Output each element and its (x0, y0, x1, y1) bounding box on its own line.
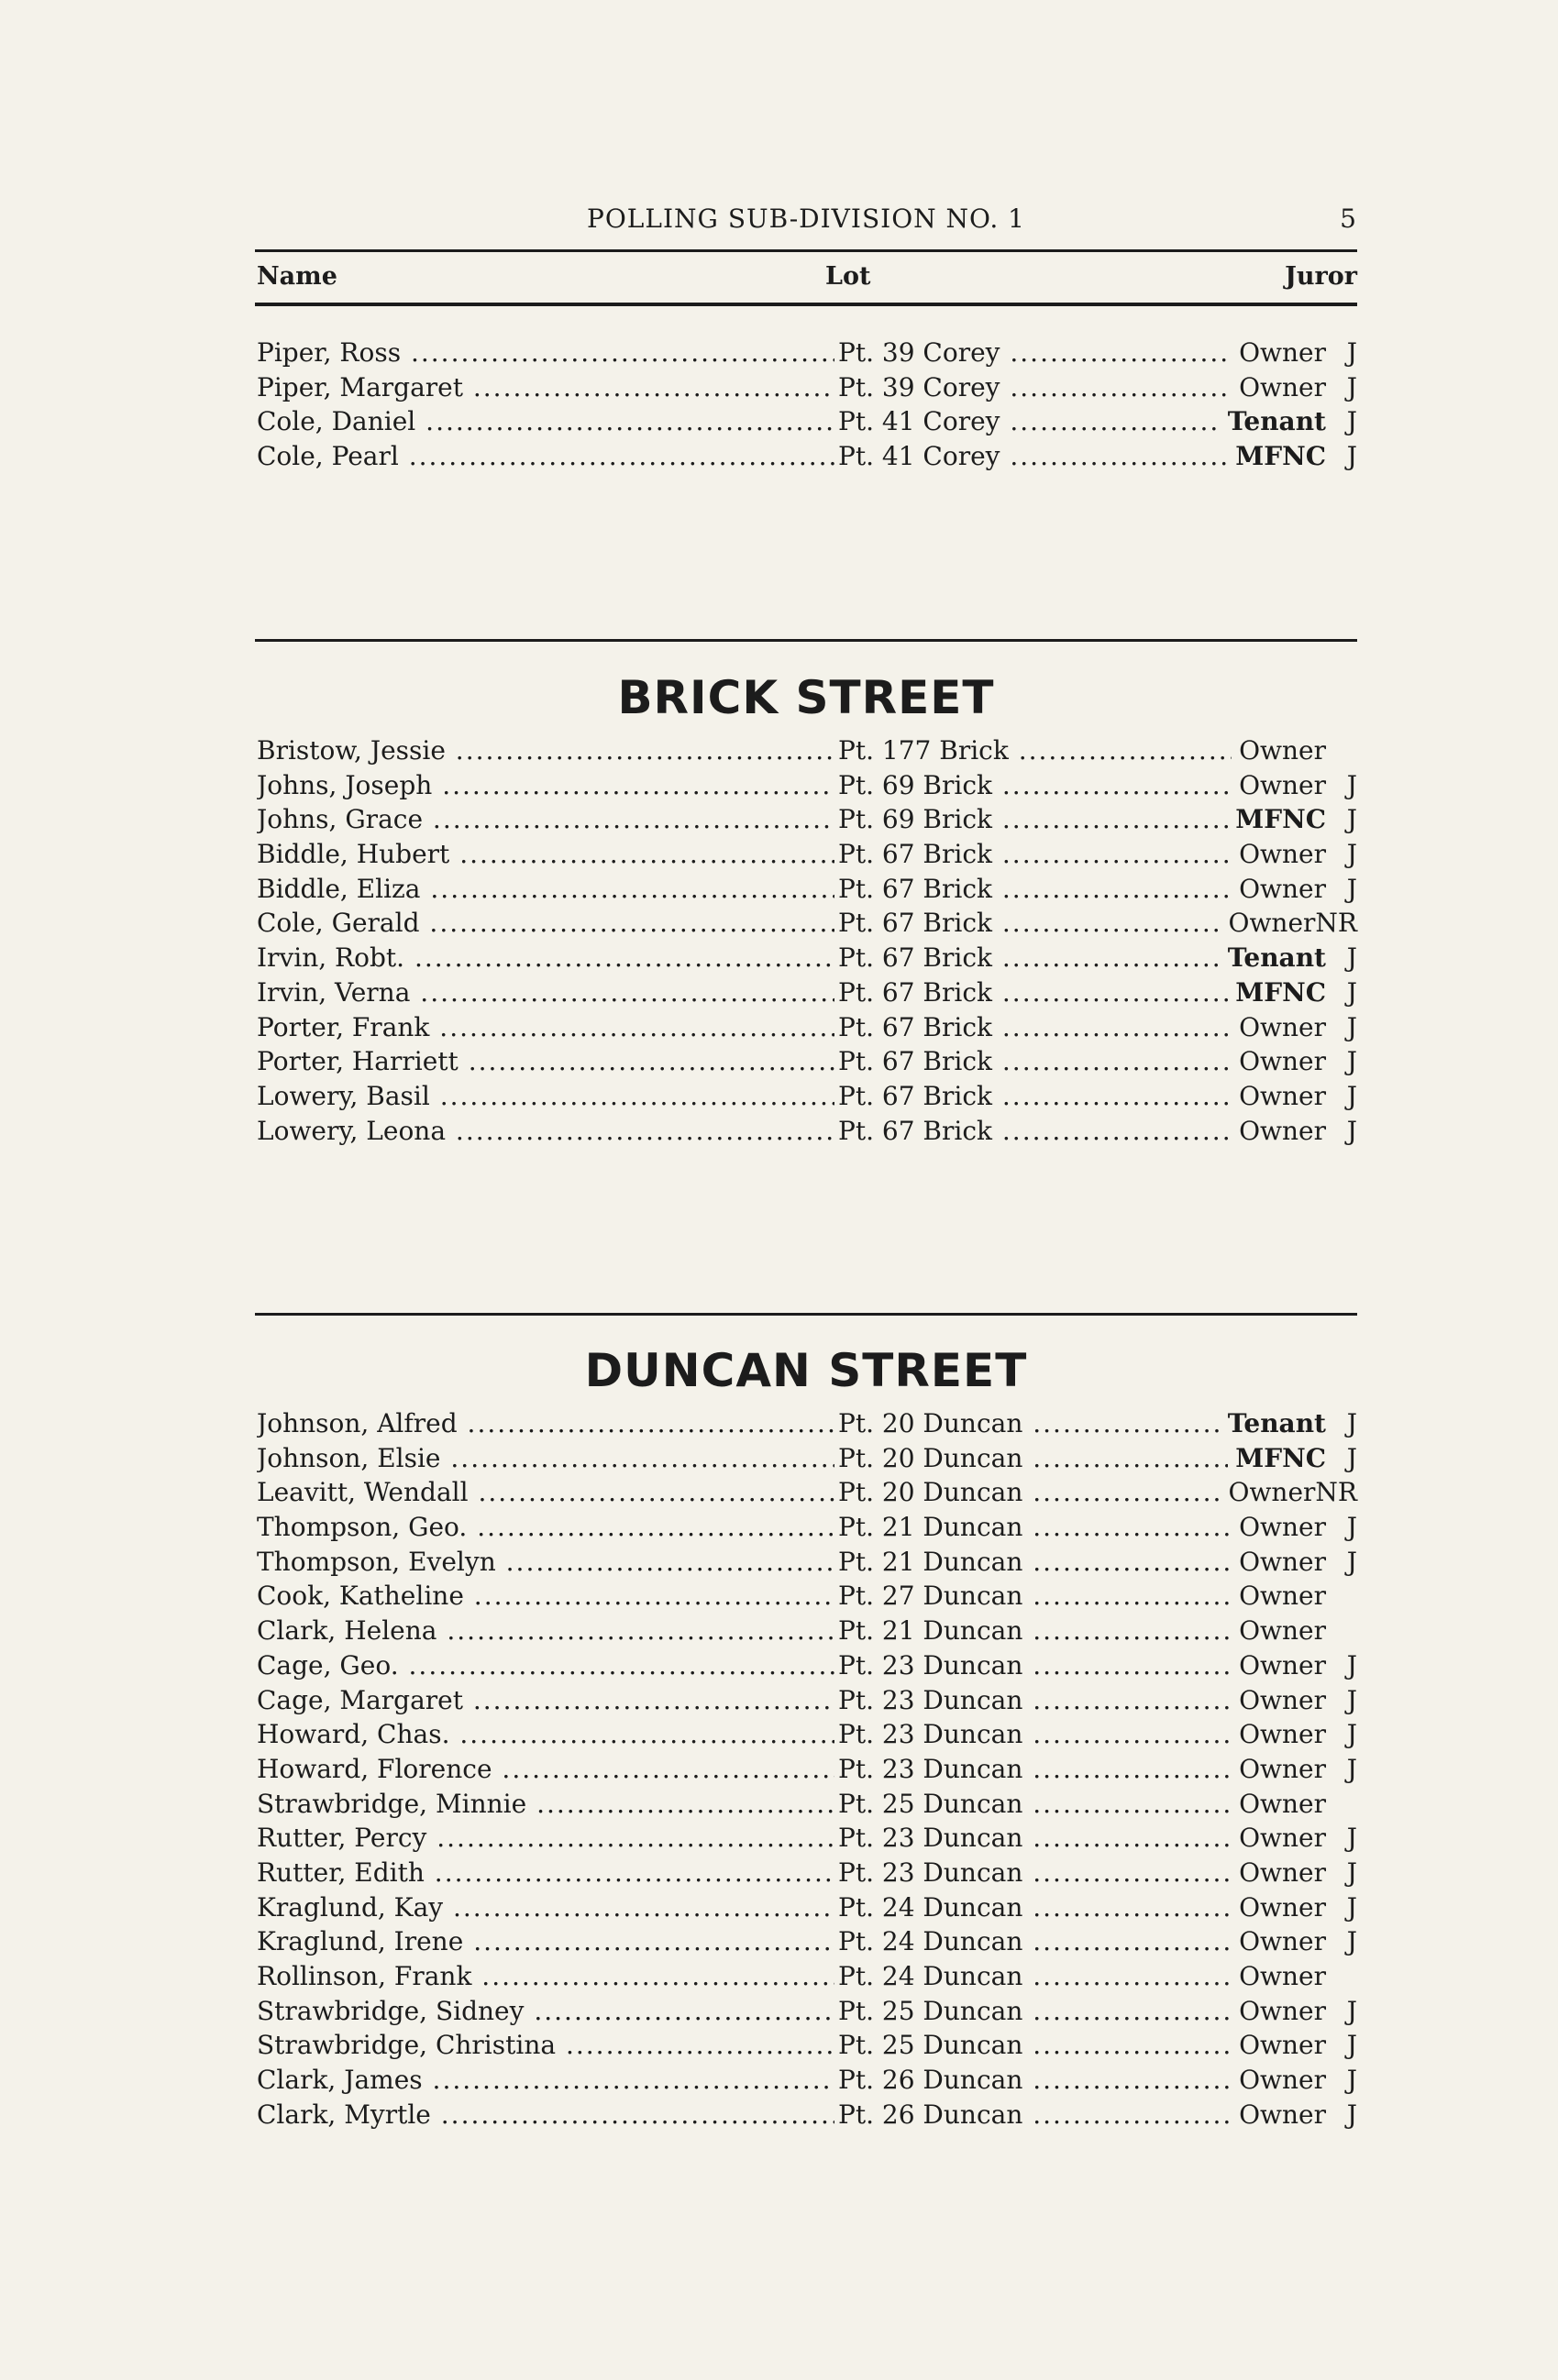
voter-row (255, 1924, 1357, 1959)
juror-mark: J (1346, 371, 1357, 402)
voter-juror (1232, 1579, 1357, 1614)
juror-status: MFNC (1235, 804, 1326, 835)
voter-name: Biddle, Hubert ..... (257, 837, 834, 872)
juror-status: Owner (1239, 839, 1326, 870)
voter-lot: Pt. 24 Duncan ..... (834, 1890, 1246, 1925)
juror-status: Owner (1239, 769, 1326, 800)
juror-mark: J (1346, 1546, 1357, 1577)
juror-status: Owner (1239, 2030, 1326, 2061)
juror-mark: NR (1315, 1477, 1357, 1508)
juror-status: MFNC (1235, 441, 1326, 472)
voter-row (255, 872, 1357, 907)
voter-name: Cage, Margaret ..... (257, 1683, 834, 1718)
voter-juror (1221, 404, 1357, 439)
voter-row (255, 1856, 1357, 1890)
voter-name: Cook, Katheline ..... (257, 1579, 834, 1614)
voter-row (255, 404, 1357, 439)
juror-mark: J (1346, 1753, 1357, 1784)
juror-mark: J (1346, 804, 1357, 835)
voter-juror (1232, 370, 1357, 405)
juror-status: Owner (1239, 1581, 1326, 1612)
voter-name: Johns, Joseph ..... (257, 768, 834, 803)
voter-row (255, 1821, 1357, 1856)
voter-name: Rutter, Edith ..... (257, 1856, 834, 1890)
voter-juror (1232, 1994, 1357, 2029)
voter-juror (1221, 1475, 1357, 1510)
voter-juror (1232, 1787, 1357, 1822)
juror-mark: J (1346, 1719, 1357, 1750)
juror-status: Owner (1228, 908, 1316, 939)
voter-row (255, 2098, 1357, 2132)
voter-lot: Pt. 69 Brick ..... (834, 768, 1246, 803)
voter-row (255, 768, 1357, 803)
juror-status: Owner (1228, 1477, 1316, 1508)
juror-status: Owner (1239, 873, 1326, 904)
voter-lot: Pt. 21 Duncan ..... (834, 1545, 1246, 1580)
voter-row (255, 733, 1357, 768)
voter-juror (1221, 941, 1357, 975)
voter-row (255, 941, 1357, 975)
juror-status: Owner (1239, 1891, 1326, 1923)
voter-lot: Pt. 23 Duncan ..... (834, 1856, 1246, 1890)
juror-mark: NR (1315, 908, 1357, 939)
voter-list (255, 733, 1357, 1148)
column-header-name: Name (257, 262, 337, 291)
section-brick-street (255, 662, 1357, 1148)
voter-juror (1232, 1752, 1357, 1787)
voter-name: Johnson, Alfred ..... (257, 1406, 834, 1441)
voter-row (255, 2028, 1357, 2063)
voter-lot: Pt. 41 Corey ..... (834, 439, 1246, 474)
voter-lot: Pt. 67 Brick ..... (834, 1079, 1246, 1114)
voter-lot: Pt. 24 Duncan ..... (834, 1924, 1246, 1959)
voter-lot: Pt. 67 Brick ..... (834, 1114, 1246, 1149)
voter-lot: Pt. 26 Duncan ..... (834, 2063, 1246, 2098)
voter-lot: Pt. 67 Brick ..... (834, 1044, 1246, 1079)
section-duncan-street (255, 1335, 1357, 2132)
voter-lot: Pt. 21 Duncan ..... (834, 1510, 1246, 1545)
voter-name: Piper, Margaret ..... (257, 370, 834, 405)
juror-status: Owner (1239, 1080, 1326, 1111)
voter-row (255, 1787, 1357, 1822)
voter-name: Kraglund, Irene ..... (257, 1924, 834, 1959)
voter-juror (1232, 1614, 1357, 1648)
juror-mark: J (1346, 441, 1357, 472)
voter-lot: Pt. 20 Duncan ..... (834, 1475, 1246, 1510)
voter-row (255, 906, 1357, 941)
voter-juror (1232, 872, 1357, 907)
juror-mark: J (1346, 942, 1357, 974)
voter-row (255, 336, 1357, 370)
voter-lot: Pt. 27 Duncan ..... (834, 1579, 1246, 1614)
column-header-lot: Lot (825, 262, 871, 291)
voter-name: Howard, Florence ..... (257, 1752, 834, 1787)
voter-juror (1228, 975, 1357, 1010)
voter-row (255, 1510, 1357, 1545)
voter-row (255, 1959, 1357, 1994)
voter-lot: Pt. 20 Duncan ..... (834, 1406, 1246, 1441)
juror-mark: J (1346, 2065, 1357, 2096)
column-headers (255, 262, 1357, 295)
voter-row (255, 439, 1357, 474)
voter-row (255, 802, 1357, 837)
voter-juror (1232, 336, 1357, 370)
juror-status: Owner (1239, 1046, 1326, 1077)
voter-juror (1232, 2098, 1357, 2132)
voter-row (255, 1683, 1357, 1718)
header-rule-bottom (255, 303, 1357, 306)
voter-row (255, 1079, 1357, 1114)
voter-juror (1232, 1890, 1357, 1925)
voter-lot: Pt. 23 Duncan ..... (834, 1717, 1246, 1752)
running-head (255, 204, 1357, 240)
voter-name: Porter, Harriett ..... (257, 1044, 834, 1079)
voter-name: Porter, Frank ..... (257, 1010, 834, 1045)
juror-mark: J (1346, 1926, 1357, 1957)
juror-mark: J (1346, 1995, 1357, 2026)
voter-lot: Pt. 24 Duncan ..... (834, 1959, 1246, 1994)
voter-juror (1232, 1044, 1357, 1079)
voter-row (255, 370, 1357, 405)
voter-name: Cole, Daniel ..... (257, 404, 834, 439)
voter-row (255, 1044, 1357, 1079)
voter-name: Clark, Helena ..... (257, 1614, 834, 1648)
voter-row (255, 1441, 1357, 1476)
voter-juror (1232, 1648, 1357, 1683)
voter-row (255, 1614, 1357, 1648)
juror-status: Owner (1239, 1115, 1326, 1146)
voter-juror (1232, 1924, 1357, 1959)
voter-lot: Pt. 23 Duncan ..... (834, 1752, 1246, 1787)
juror-mark: J (1346, 2099, 1357, 2130)
voter-name: Irvin, Verna ..... (257, 975, 834, 1010)
voter-lot: Pt. 25 Duncan ..... (834, 1787, 1246, 1822)
voter-juror (1232, 2028, 1357, 2063)
juror-mark: J (1346, 2030, 1357, 2061)
voter-row (255, 2063, 1357, 2098)
juror-status: Owner (1239, 1011, 1326, 1042)
voter-juror (1232, 837, 1357, 872)
voter-juror (1221, 906, 1357, 941)
voter-name: Johnson, Elsie ..... (257, 1441, 834, 1476)
juror-status: Owner (1239, 1753, 1326, 1784)
voter-list (255, 336, 1357, 474)
juror-status: Owner (1239, 1857, 1326, 1888)
juror-status: Owner (1239, 1615, 1326, 1647)
voter-row (255, 1890, 1357, 1925)
voter-juror (1232, 1114, 1357, 1149)
page-title: POLLING SUB-DIVISION NO. 1 (587, 204, 1025, 234)
voter-juror (1232, 1821, 1357, 1856)
juror-status: Owner (1239, 1926, 1326, 1957)
voter-row (255, 1579, 1357, 1614)
juror-mark: J (1346, 1442, 1357, 1473)
section-heading: BRICK STREET (617, 671, 995, 724)
voter-row (255, 1010, 1357, 1045)
voter-juror (1228, 439, 1357, 474)
voter-juror (1228, 1441, 1357, 1476)
voter-juror (1232, 1545, 1357, 1580)
juror-status: Tenant (1227, 942, 1326, 974)
juror-status: Owner (1239, 1649, 1326, 1680)
voter-row (255, 837, 1357, 872)
voter-name: Rutter, Percy ..... (257, 1821, 834, 1856)
header-rule-top (255, 249, 1357, 252)
juror-status: Owner (1239, 1788, 1326, 1819)
voter-row (255, 1752, 1357, 1787)
juror-mark: J (1346, 1857, 1357, 1888)
voter-name: Cole, Gerald ..... (257, 906, 834, 941)
juror-status: Owner (1239, 2065, 1326, 2096)
voter-lot: Pt. 177 Brick ..... (834, 733, 1246, 768)
voter-name: Thompson, Evelyn ..... (257, 1545, 834, 1580)
voter-name: Johns, Grace ..... (257, 802, 834, 837)
juror-mark: J (1346, 769, 1357, 800)
voter-lot: Pt. 39 Corey ..... (834, 370, 1246, 405)
section-rule-duncan (255, 1313, 1357, 1316)
voter-lot: Pt. 67 Brick ..... (834, 906, 1246, 941)
voter-name: Lowery, Basil ..... (257, 1079, 834, 1114)
voter-lot: Pt. 25 Duncan ..... (834, 1994, 1246, 2029)
voter-name: Strawbridge, Minnie ..... (257, 1787, 834, 1822)
voter-juror (1232, 733, 1357, 768)
juror-status: MFNC (1235, 1442, 1326, 1473)
juror-mark: J (1346, 1115, 1357, 1146)
voter-lot: Pt. 23 Duncan ..... (834, 1683, 1246, 1718)
voter-name: Clark, Myrtle ..... (257, 2098, 834, 2132)
juror-mark: J (1346, 1823, 1357, 1854)
voter-lot: Pt. 26 Duncan ..... (834, 2098, 1246, 2132)
voter-name: Biddle, Eliza ..... (257, 872, 834, 907)
voter-row (255, 1648, 1357, 1683)
voter-name: Howard, Chas. ..... (257, 1717, 834, 1752)
voter-name: Cage, Geo. ..... (257, 1648, 834, 1683)
juror-status: Owner (1239, 1719, 1326, 1750)
juror-status: Owner (1239, 337, 1326, 368)
juror-status: Owner (1239, 1823, 1326, 1854)
juror-status: Owner (1239, 1546, 1326, 1577)
voter-name: Clark, James ..... (257, 2063, 834, 2098)
voter-juror (1232, 1010, 1357, 1045)
voter-juror (1232, 2063, 1357, 2098)
section-corey (255, 336, 1357, 474)
voter-juror (1228, 802, 1357, 837)
juror-mark: J (1346, 839, 1357, 870)
column-header-juror: Juror (1285, 262, 1357, 291)
voter-juror (1232, 1683, 1357, 1718)
voter-lot: Pt. 67 Brick ..... (834, 872, 1246, 907)
voter-lot: Pt. 21 Duncan ..... (834, 1614, 1246, 1648)
juror-mark: J (1346, 1649, 1357, 1680)
juror-status: Tenant (1227, 1408, 1326, 1438)
voter-name: Strawbridge, Christina ..... (257, 2028, 834, 2063)
voter-name: Irvin, Robt. ..... (257, 941, 834, 975)
juror-status: MFNC (1235, 976, 1326, 1008)
voter-juror (1232, 1856, 1357, 1890)
juror-mark: J (1346, 337, 1357, 368)
voter-name: Bristow, Jessie ..... (257, 733, 834, 768)
voter-lot: Pt. 20 Duncan ..... (834, 1441, 1246, 1476)
voter-lot: Pt. 41 Corey ..... (834, 404, 1246, 439)
juror-status: Owner (1239, 1512, 1326, 1543)
voter-juror (1232, 1510, 1357, 1545)
voter-lot: Pt. 25 Duncan ..... (834, 2028, 1246, 2063)
juror-status: Owner (1239, 1961, 1326, 1991)
juror-mark: J (1346, 1080, 1357, 1111)
voter-juror (1232, 1959, 1357, 1994)
page-number: 5 (1340, 204, 1357, 234)
voter-juror (1232, 1079, 1357, 1114)
juror-status: Owner (1239, 2099, 1326, 2130)
voter-name: Rollinson, Frank ..... (257, 1959, 834, 1994)
juror-mark: J (1346, 873, 1357, 904)
voter-lot: Pt. 67 Brick ..... (834, 837, 1246, 872)
voter-juror (1232, 768, 1357, 803)
voter-row (255, 975, 1357, 1010)
voter-row (255, 1114, 1357, 1149)
voter-juror (1221, 1406, 1357, 1441)
voter-list (255, 1406, 1357, 2132)
juror-mark: J (1346, 976, 1357, 1008)
juror-mark: J (1346, 1512, 1357, 1543)
juror-mark: J (1346, 1891, 1357, 1923)
voter-lot: Pt. 69 Brick ..... (834, 802, 1246, 837)
voter-lot: Pt. 23 Duncan ..... (834, 1648, 1246, 1683)
juror-status: Owner (1239, 371, 1326, 402)
voter-row (255, 1475, 1357, 1510)
voter-name: Leavitt, Wendall ..... (257, 1475, 834, 1510)
section-heading: DUNCAN STREET (584, 1344, 1028, 1397)
juror-mark: J (1346, 1011, 1357, 1042)
voter-lot: Pt. 23 Duncan ..... (834, 1821, 1246, 1856)
voter-lot: Pt. 39 Corey ..... (834, 336, 1246, 370)
voter-name: Piper, Ross ..... (257, 336, 834, 370)
voter-name: Lowery, Leona ..... (257, 1114, 834, 1149)
voter-lot: Pt. 67 Brick ..... (834, 975, 1246, 1010)
juror-mark: J (1346, 1046, 1357, 1077)
juror-mark: J (1346, 1408, 1357, 1438)
voter-row (255, 1994, 1357, 2029)
juror-mark: J (1346, 1684, 1357, 1715)
section-rule-brick (255, 639, 1357, 642)
voter-name: Kraglund, Kay ..... (257, 1890, 834, 1925)
juror-mark: J (1346, 406, 1357, 437)
voter-lot: Pt. 67 Brick ..... (834, 1010, 1246, 1045)
voter-name: Thompson, Geo. ..... (257, 1510, 834, 1545)
juror-status: Owner (1239, 1684, 1326, 1715)
voter-name: Strawbridge, Sidney ..... (257, 1994, 834, 2029)
voter-lot: Pt. 67 Brick ..... (834, 941, 1246, 975)
juror-status: Owner (1239, 735, 1326, 766)
voter-juror (1232, 1717, 1357, 1752)
juror-status: Tenant (1227, 406, 1326, 437)
voter-name: Cole, Pearl ..... (257, 439, 834, 474)
juror-status: Owner (1239, 1995, 1326, 2026)
voter-row (255, 1545, 1357, 1580)
voter-row (255, 1717, 1357, 1752)
voter-row (255, 1406, 1357, 1441)
